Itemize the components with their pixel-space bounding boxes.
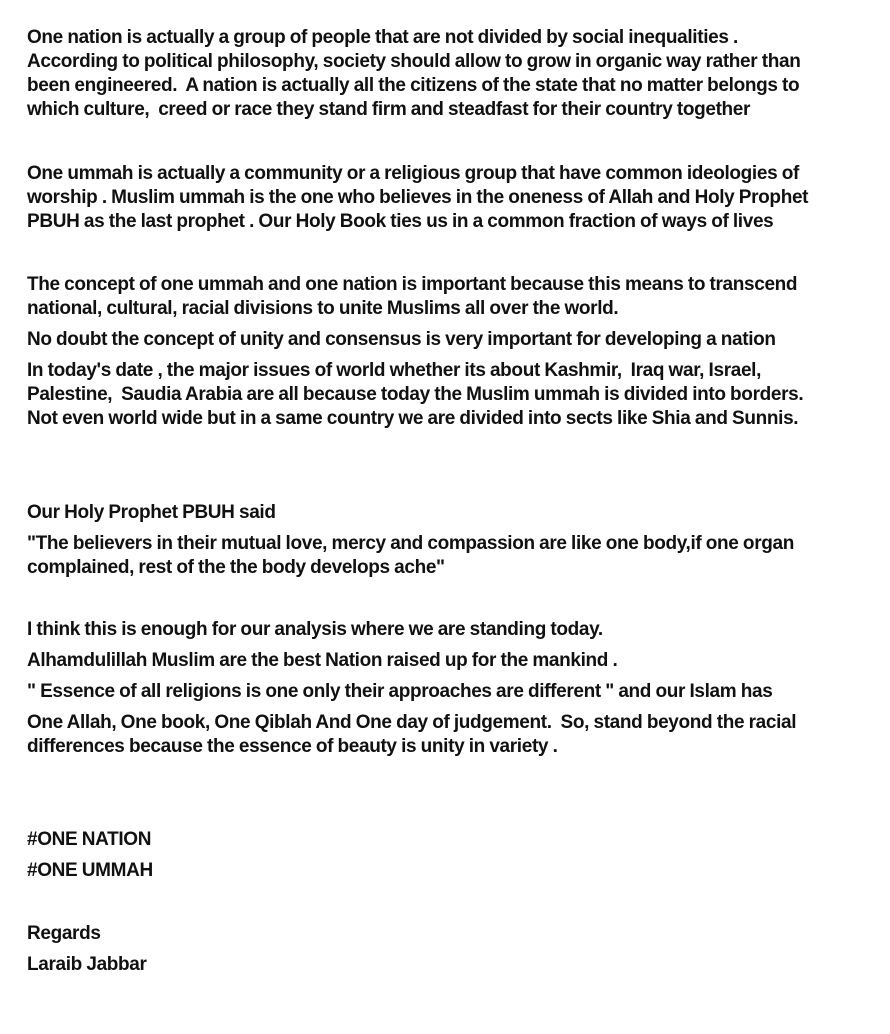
para5-line1: In today's date , the major issues of world whether its about Kashmir, Iraq war, Israel, bbox=[27, 360, 762, 381]
para2-line1: One ummah is actually a community or a religious group that have common ideologies of bbox=[27, 163, 799, 184]
signoff-regards: Regards bbox=[27, 923, 101, 944]
quote-line2: complained, rest of the the body develops ache" bbox=[27, 557, 445, 578]
para1-line1: One nation is actually a group of people that are not divided by social inequalities . bbox=[27, 27, 738, 48]
hashtag-one-nation: #ONE NATION bbox=[27, 829, 152, 850]
para1-line4: which culture, creed or race they stand firm and steadfast for their country together bbox=[27, 99, 751, 120]
conclusion-line1: I think this is enough for our analysis where we are standing today. bbox=[27, 619, 603, 640]
para2-line3: PBUH as the last prophet . Our Holy Book ties us in a common fraction of ways of lives bbox=[27, 211, 774, 232]
para4-line1: No doubt the concept of unity and consensus is very important for developing a nation bbox=[27, 329, 776, 350]
para5-line3: Not even world wide but in a same country we are divided into sects like Shia and Sunnis. bbox=[27, 408, 799, 429]
conclusion-line4: One Allah, One book, One Qiblah And One day of judgement. So, stand beyond the racial bbox=[27, 712, 797, 733]
conclusion-line2: Alhamdulillah Muslim are the best Nation raised up for the mankind . bbox=[27, 650, 618, 671]
quote-intro: Our Holy Prophet PBUH said bbox=[27, 502, 276, 523]
para2-line2: worship . Muslim ummah is the one who believes in the oneness of Allah and Holy Prophet bbox=[27, 187, 809, 208]
conclusion-line3: " Essence of all religions is one only their approaches are different " and our Islam has bbox=[27, 681, 773, 702]
para3-line1: The concept of one ummah and one nation is important because this means to transcend bbox=[27, 274, 798, 295]
quote-line1: "The believers in their mutual love, mercy and compassion are like one body,if one organ bbox=[27, 533, 794, 554]
para1-line3: been engineered. A nation is actually all the citizens of the state that no matter belongs to bbox=[27, 75, 800, 96]
para3-line2: national, cultural, racial divisions to unite Muslims all over the world. bbox=[27, 298, 619, 319]
author-name: Laraib Jabbar bbox=[27, 954, 147, 975]
conclusion-line5: differences because the essence of beauty is unity in variety . bbox=[27, 736, 558, 757]
hashtag-one-ummah: #ONE UMMAH bbox=[27, 860, 153, 881]
para1-line2: According to political philosophy, society should allow to grow in organic way rather than bbox=[27, 51, 801, 72]
para5-line2: Palestine, Saudia Arabia are all because today the Muslim ummah is divided into borders. bbox=[27, 384, 804, 405]
